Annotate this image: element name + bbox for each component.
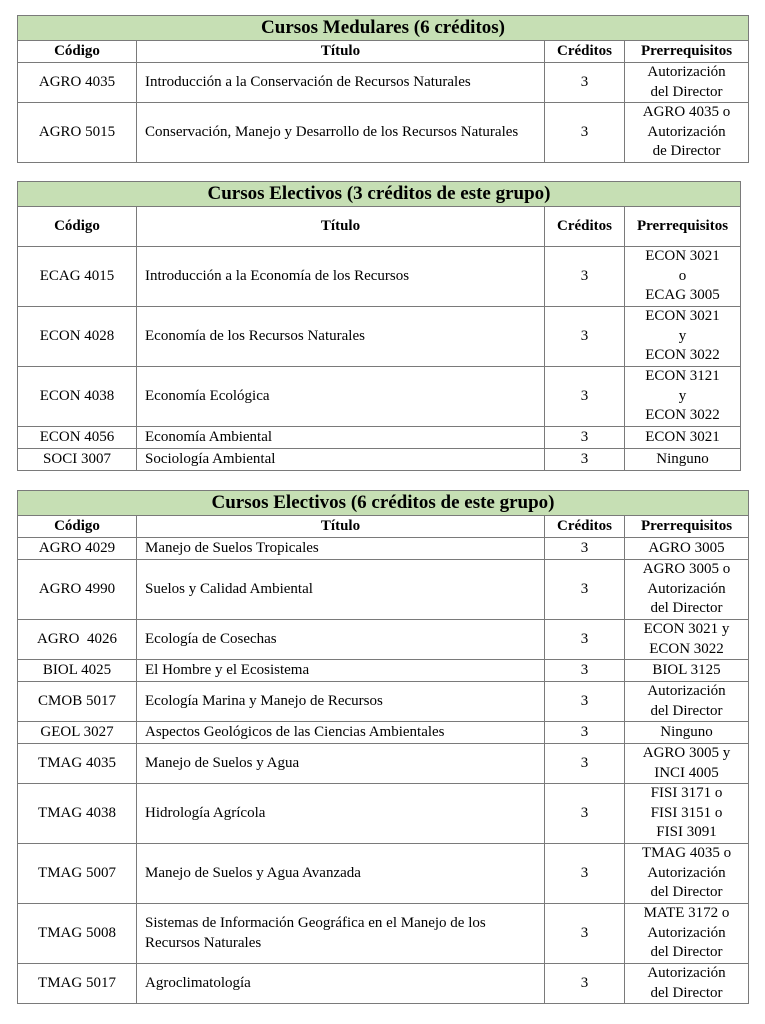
course-title: Agroclimatología (137, 964, 545, 1004)
table-cursos-electivos-6 (17, 490, 749, 1004)
table-row (18, 784, 749, 844)
course-code: ECON 4056 (18, 427, 137, 449)
course-prereq (625, 964, 749, 1004)
prereq-line: y (678, 387, 687, 404)
header-titulo: Título (137, 516, 545, 538)
course-prereq (625, 722, 749, 744)
course-credits: 3 (545, 964, 625, 1004)
prereq-line: Ninguno (656, 450, 709, 467)
course-title: Introducción a la Conservación de Recursos Naturales (137, 63, 545, 103)
prereq-line: del Director (650, 884, 723, 901)
table-row (18, 367, 741, 427)
course-title: Ecología de Cosechas (137, 620, 545, 660)
table-row (18, 682, 749, 722)
course-prereq (625, 367, 741, 427)
prereq-line: TMAG 4035 o (641, 845, 732, 862)
prereq-line: Autorización (647, 864, 726, 881)
course-title: Sistemas de Información Geográfica en el Manejo de los Recursos Naturales (137, 904, 545, 964)
course-title: Economía Ambiental (137, 427, 545, 449)
course-code: ECON 4028 (18, 307, 137, 367)
prereq-line: ECON 3021 (645, 428, 720, 445)
course-code: TMAG 4035 (18, 744, 137, 784)
course-code: AGRO 5015 (18, 103, 137, 163)
prereq-line: del Director (650, 83, 723, 100)
table-row (18, 560, 749, 620)
course-credits: 3 (545, 367, 625, 427)
course-code: TMAG 5007 (18, 844, 137, 904)
course-title: Conservación, Manejo y Desarrollo de los Recursos Naturales (137, 103, 545, 163)
course-title: Manejo de Suelos y Agua (137, 744, 545, 784)
course-credits: 3 (545, 247, 625, 307)
table-title: Cursos Electivos (6 créditos de este grupo) (18, 491, 749, 516)
course-prereq (625, 784, 749, 844)
prereq-line: Autorización (647, 924, 726, 941)
course-code: TMAG 5008 (18, 904, 137, 964)
course-code: GEOL 3027 (18, 722, 137, 744)
course-code: AGRO 4029 (18, 538, 137, 560)
course-title: Introducción a la Economía de los Recursos (137, 247, 545, 307)
prereq-line: Autorización (647, 123, 726, 140)
course-prereq (625, 560, 749, 620)
course-prereq (625, 63, 749, 103)
course-code: TMAG 4038 (18, 784, 137, 844)
course-credits: 3 (545, 904, 625, 964)
prereq-line: BIOL 3125 (652, 661, 721, 678)
course-prereq (625, 904, 749, 964)
prereq-line: y (678, 327, 687, 344)
course-prereq (625, 744, 749, 784)
prereq-line: del Director (650, 600, 723, 617)
prereq-line: Ninguno (660, 723, 713, 740)
prereq-line: AGRO 4035 o (642, 104, 731, 121)
course-prereq (625, 844, 749, 904)
table-row (18, 63, 749, 103)
course-code: AGRO 4026 (18, 620, 137, 660)
prereq-line: Autorización (647, 580, 726, 597)
course-credits: 3 (545, 449, 625, 471)
course-credits: 3 (545, 844, 625, 904)
header-codigo: Código (18, 207, 137, 247)
course-prereq (625, 620, 749, 660)
table-row (18, 660, 749, 682)
course-credits: 3 (545, 722, 625, 744)
course-credits: 3 (545, 103, 625, 163)
header-titulo: Título (137, 41, 545, 63)
prereq-line: ECON 3121 (645, 368, 720, 385)
course-code: TMAG 5017 (18, 964, 137, 1004)
table-row (18, 247, 741, 307)
header-codigo: Código (18, 41, 137, 63)
header-creditos: Créditos (545, 41, 625, 63)
table-title: Cursos Electivos (3 créditos de este grupo) (18, 182, 741, 207)
course-title: Aspectos Geológicos de las Ciencias Ambientales (137, 722, 545, 744)
prereq-line: o (678, 267, 687, 284)
prereq-line: del Director (650, 702, 723, 719)
header-creditos: Créditos (545, 207, 625, 247)
table-row (18, 449, 741, 471)
prereq-line: AGRO 3005 o (642, 561, 731, 578)
prereq-line: INCI 4005 (654, 764, 719, 781)
header-prerrequisitos: Prerrequisitos (625, 207, 741, 247)
prereq-line: ECAG 3005 (645, 287, 720, 304)
course-credits: 3 (545, 427, 625, 449)
prereq-line: del Director (650, 984, 723, 1001)
prereq-line: de Director (652, 143, 721, 160)
course-code: AGRO 4035 (18, 63, 137, 103)
prereq-line: ECON 3021 (645, 248, 720, 265)
course-title: Suelos y Calidad Ambiental (137, 560, 545, 620)
table-row (18, 307, 741, 367)
course-title: Economía Ecológica (137, 367, 545, 427)
table-row (18, 844, 749, 904)
course-title: El Hombre y el Ecosistema (137, 660, 545, 682)
prereq-line: Autorización (647, 64, 726, 80)
course-code: ECON 4038 (18, 367, 137, 427)
prereq-line: ECON 3022 (649, 640, 724, 657)
prereq-line: FISI 3171 o (650, 785, 723, 802)
table-cursos-medulares (17, 15, 749, 163)
course-credits: 3 (545, 538, 625, 560)
table-cursos-electivos-3 (17, 181, 741, 471)
header-prerrequisitos: Prerrequisitos (625, 516, 749, 538)
table-row (18, 103, 749, 163)
table-row (18, 904, 749, 964)
table-row (18, 744, 749, 784)
prereq-line: FISI 3151 o (650, 804, 723, 821)
course-prereq (625, 103, 749, 163)
course-credits: 3 (545, 682, 625, 722)
course-credits: 3 (545, 660, 625, 682)
course-credits: 3 (545, 784, 625, 844)
table-row (18, 722, 749, 744)
prereq-line: ECON 3022 (645, 407, 720, 424)
course-credits: 3 (545, 744, 625, 784)
table-row (18, 620, 749, 660)
course-title: Manejo de Suelos Tropicales (137, 538, 545, 560)
course-credits: 3 (545, 63, 625, 103)
course-title: Hidrología Agrícola (137, 784, 545, 844)
course-title: Ecología Marina y Manejo de Recursos (137, 682, 545, 722)
course-title: Economía de los Recursos Naturales (137, 307, 545, 367)
course-credits: 3 (545, 560, 625, 620)
prereq-line: Autorización (647, 683, 726, 699)
course-prereq (625, 449, 741, 471)
course-prereq (625, 247, 741, 307)
course-title: Sociología Ambiental (137, 449, 545, 471)
header-titulo: Título (137, 207, 545, 247)
prereq-line: del Director (650, 944, 723, 961)
table-row (18, 538, 749, 560)
course-code: BIOL 4025 (18, 660, 137, 682)
prereq-line: AGRO 3005 (648, 539, 725, 556)
table-title: Cursos Medulares (6 créditos) (18, 16, 749, 41)
prereq-line: ECON 3021 y (643, 621, 730, 637)
prereq-line: Autorización (647, 965, 726, 981)
course-code: CMOB 5017 (18, 682, 137, 722)
prereq-line: ECON 3021 (645, 308, 720, 325)
course-credits: 3 (545, 620, 625, 660)
prereq-line: ECON 3022 (645, 347, 720, 364)
table-row (18, 427, 741, 449)
course-credits: 3 (545, 307, 625, 367)
table-row (18, 964, 749, 1004)
course-prereq (625, 660, 749, 682)
header-prerrequisitos: Prerrequisitos (625, 41, 749, 63)
course-code: AGRO 4990 (18, 560, 137, 620)
course-code: SOCI 3007 (18, 449, 137, 471)
course-prereq (625, 427, 741, 449)
course-prereq (625, 538, 749, 560)
course-title: Manejo de Suelos y Agua Avanzada (137, 844, 545, 904)
prereq-line: MATE 3172 o (643, 905, 730, 922)
prereq-line: FISI 3091 (656, 824, 717, 841)
course-prereq (625, 307, 741, 367)
header-codigo: Código (18, 516, 137, 538)
header-creditos: Créditos (545, 516, 625, 538)
prereq-line: AGRO 3005 y (642, 745, 731, 761)
course-prereq (625, 682, 749, 722)
course-code: ECAG 4015 (18, 247, 137, 307)
